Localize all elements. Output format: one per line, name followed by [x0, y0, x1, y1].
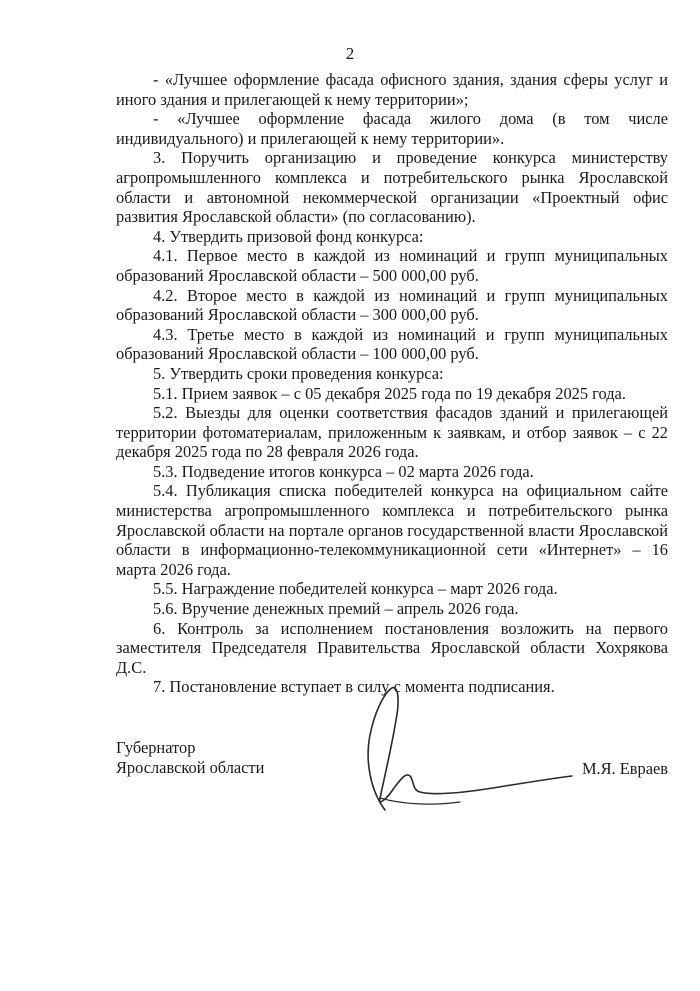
paragraph-5-4: 5.4. Публикация списка победителей конкурса на официальном сайте министерства агропромышленного комплекса и потребительского рынка Ярославской области на портале органов государственной власти Ярославской области в информационно-телекоммуникационной сети «Интернет» – 16 марта 2026 года.: [116, 481, 668, 579]
paragraph-5-1: 5.1. Прием заявок – с 05 декабря 2025 года по 19 декабря 2025 года.: [153, 383, 626, 403]
paragraph-5-6: 5.6. Вручение денежных премий – апрель 2026 года.: [153, 599, 519, 619]
paragraph-5-3: 5.3. Подведение итогов конкурса – 02 марта 2026 года.: [153, 461, 534, 481]
paragraph-4-3: 4.3. Третье место в каждой из номинаций и групп муниципальных образований Ярославской области – 100 000,00 руб.: [116, 324, 668, 364]
signatory-name: М.Я. Евраев: [581, 759, 668, 778]
paragraph-6: 6. Контроль за исполнением постановления возложить на первого заместителя Председателя Правительства Ярославской области Хохрякова Д.С.: [116, 618, 668, 677]
paragraph-4: 4. Утвердить призовой фонд конкурса:: [153, 226, 424, 246]
nomination-residential-house: - «Лучшее оформление фасада жилого дома (в том числе индивидуального) и прилегающей к нему территории».: [116, 109, 668, 148]
paragraph-4-1: 4.1. Первое место в каждой из номинаций и групп муниципальных образований Ярославской области – 500 000,00 руб.: [116, 246, 668, 285]
signatory-position-line1: Губернатор: [116, 738, 196, 757]
paragraph-5: 5. Утвердить сроки проведения конкурса:: [153, 363, 444, 383]
paragraph-7: 7. Постановление вступает в силу с момента подписания.: [153, 677, 555, 697]
signatory-position-line2: Ярославской области: [116, 757, 265, 777]
page-number: 2: [345, 44, 355, 63]
nomination-office-building: - «Лучшее оформление фасада офисного здания, здания сферы услуг и иного здания и прилегающей к нему территории»;: [116, 70, 668, 109]
paragraph-4-2: 4.2. Второе место в каждой из номинаций и групп муниципальных образований Ярославской области – 300 000,00 руб.: [116, 285, 668, 325]
document-body: [116, 70, 668, 697]
paragraph-3: 3. Поручить организацию и проведение конкурса министерству агропромышленного комплекса и потребительского рынка Ярославской области и автономной некоммерческой организации «Проектный офис развития Ярославской области» (по согласованию).: [116, 148, 668, 227]
signature-block: [116, 738, 668, 777]
paragraph-5-2: 5.2. Выезды для оценки соответствия фасадов зданий и прилегающей территории фотоматериалам, приложенным к заявкам, и отбор заявок – с 22 декабря 2025 года по 28 февраля 2026 года.: [116, 403, 668, 462]
paragraph-5-5: 5.5. Награждение победителей конкурса – март 2026 года.: [153, 579, 558, 599]
